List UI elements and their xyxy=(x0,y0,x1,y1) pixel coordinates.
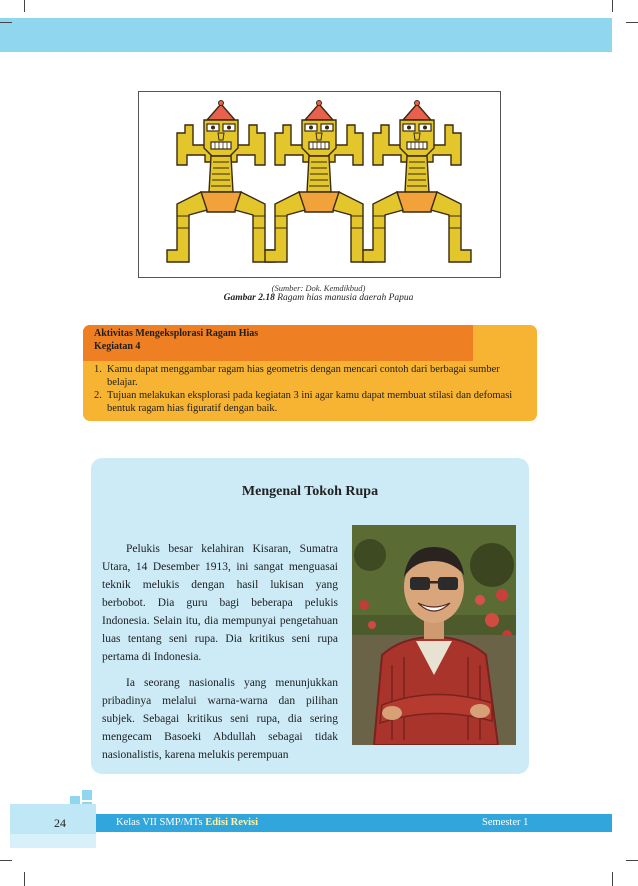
crop-mark xyxy=(626,860,638,861)
activity-title: Aktivitas Mengeksplorasi Ragam Hias xyxy=(94,328,259,339)
decor-pixel xyxy=(82,790,92,800)
dancer-figure-2 xyxy=(265,101,373,263)
activity-subtitle: Kegiatan 4 xyxy=(94,340,141,352)
biography-paragraph-1: Pelukis besar kelahiran Kisaran, Sumatra Utara, 14 Desember 1913, ini sangat menguasai teknik melukis dengan hasil lukisan yang berbobot. Dia guru bagi beberapa pelukis Indonesia. Selain itu, dia mempunyai pengetahuan luas tentang seni rupa. Dia kritikus seni rupa pertama di Indonesia. xyxy=(102,543,338,663)
footer-book-prefix: Kelas VII SMP/MTs xyxy=(116,817,206,828)
crop-mark xyxy=(24,872,25,886)
biography-title: Mengenal Tokoh Rupa xyxy=(241,484,379,499)
dancer-figure-1 xyxy=(167,101,275,263)
crop-mark xyxy=(626,22,638,23)
figure-caption-text: Ragam hias manusia daerah Papua xyxy=(277,293,414,303)
crop-mark xyxy=(612,0,613,12)
biography-paragraph-2: Ia seorang nasionalis yang menunjukkan pribadinya melalui warna-warna dan pilihan subjek. Sebagai kritikus seni rupa, dia sering mengecam Basoeki Abdullah sebagai tidak nasionalistis, karena melukis perempuan xyxy=(102,677,338,761)
biography-text xyxy=(102,540,338,772)
page-number-tab xyxy=(10,804,96,834)
footer-book-edition: Edisi Revisi xyxy=(205,817,259,828)
activity-list xyxy=(94,364,530,416)
list-item-number: 2. xyxy=(94,390,102,401)
list-item xyxy=(94,364,530,389)
page-number-tab-lower xyxy=(10,834,96,848)
list-item-number: 1. xyxy=(94,364,102,375)
ornament-figure xyxy=(138,91,501,278)
figure-caption xyxy=(138,293,499,303)
page-number: 24 xyxy=(54,816,66,830)
dancer-figure-3 xyxy=(363,101,471,263)
list-item-text: Kamu dapat menggambar ragam hias geometris dengan mencari contoh dari berbagai sumber belajar. xyxy=(107,364,500,388)
crop-mark xyxy=(0,22,12,23)
activity-title-block xyxy=(94,328,258,353)
header-band xyxy=(0,18,612,52)
list-item xyxy=(94,390,530,415)
figure-source: (Sumber: Dok. Kemdikbud) xyxy=(271,283,366,293)
painter-photo xyxy=(352,525,516,745)
crop-mark xyxy=(612,872,613,886)
crop-mark xyxy=(0,860,12,861)
figure-caption-label: Gambar 2.18 xyxy=(223,293,275,303)
list-item-text: Tujuan melakukan eksplorasi pada kegiatan 3 ini agar kamu dapat membuat stilasi dan defomasi bentuk ragam hias figuratif dengan baik. xyxy=(107,390,513,414)
footer-semester: Semester 1 xyxy=(482,817,529,828)
crop-mark xyxy=(24,0,25,12)
footer-book-title xyxy=(116,817,258,828)
